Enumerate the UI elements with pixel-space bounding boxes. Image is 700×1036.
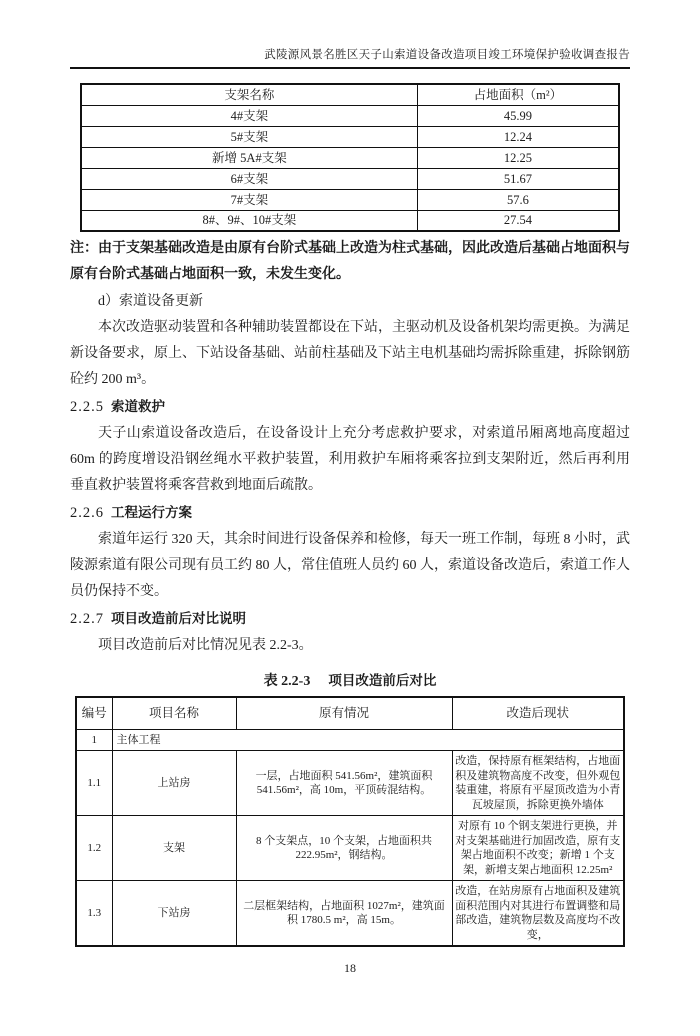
section-heading-2-2-5: [70, 393, 630, 421]
table-row: [76, 816, 624, 881]
list-item-d: d）索道设备更新: [98, 294, 203, 309]
area-cell: 27.54: [417, 210, 619, 231]
report-running-header: 武陵源风景名胜区天子山索道设备改造项目竣工环境保护验收调查报告: [70, 46, 630, 69]
before-cell: 一层，占地面积 541.56m²，建筑面积 541.56m²，高 10m，平顶砖混结构。: [236, 751, 452, 816]
table-row: [81, 147, 619, 168]
item-name-cell: 支架: [112, 816, 236, 881]
table-caption-label: 表 2.2-3: [263, 674, 311, 689]
item-name-cell: 下站房: [112, 881, 236, 947]
row-id-cell: 1.3: [76, 881, 112, 947]
area-cell: 57.6: [417, 189, 619, 210]
support-area-table: [80, 83, 620, 232]
table-row: [81, 126, 619, 147]
section-title: 索道救护: [111, 399, 165, 414]
row-id-cell: 1.1: [76, 751, 112, 816]
support-name-cell: 7#支架: [81, 189, 417, 210]
table-row: [81, 189, 619, 210]
after-cell: 对原有 10 个钢支架进行更换，并对支架基础进行加固改造，原有支架占地面积不改变；新增 1 个支架，新增支架占地面积 12.25m²: [452, 816, 624, 881]
area-cell: 51.67: [417, 168, 619, 189]
document-page: [0, 46, 700, 1036]
support-name-cell: 8#、9#、10#支架: [81, 210, 417, 231]
section-title: 工程运行方案: [111, 505, 192, 520]
table-header-row: [76, 697, 624, 729]
column-header: 支架名称: [81, 84, 417, 105]
table-caption-title: 项目改造前后对比: [328, 673, 437, 688]
page-number: 18: [344, 961, 356, 975]
paragraph: 项目改造前后对比情况见表 2.2-3。: [98, 638, 313, 653]
area-cell: 12.24: [417, 126, 619, 147]
row-id-cell: 1: [76, 729, 112, 751]
item-name-cell: 上站房: [112, 751, 236, 816]
section-number: 2.2.7: [70, 611, 104, 627]
section-number: 2.2.6: [70, 505, 104, 521]
column-header: 项目名称: [112, 697, 236, 729]
support-name-cell: 新增 5A#支架: [81, 147, 417, 168]
before-cell: 8 个支架点，10 个支架，占地面积共 222.95m²，钢结构。: [236, 816, 452, 881]
after-cell: 改造，在站房原有占地面积及建筑面积范围内对其进行布置调整和局部改造，建筑物层数及高度均不改变，: [452, 881, 624, 947]
area-cell: 12.25: [417, 147, 619, 168]
support-name-cell: 4#支架: [81, 105, 417, 126]
after-cell: 改造，保持原有框架结构，占地面积及建筑物高度不改变，但外观包装重建，将原有平屋顶改造为小青瓦坡屋顶，拆除更换外墙体: [452, 751, 624, 816]
column-header: 改造后现状: [452, 697, 624, 729]
comparison-table: [75, 696, 625, 947]
support-name-cell: 6#支架: [81, 168, 417, 189]
table-row: [76, 751, 624, 816]
section-heading-2-2-7: [70, 605, 630, 633]
table-note: 注：由于支架基础改造是由原有台阶式基础上改造为柱式基础，因此改造后基础占地面积与原有台阶式基础占地面积一致，未发生变化。: [70, 241, 630, 282]
table-row: [81, 210, 619, 231]
table-caption: [70, 669, 630, 690]
section-heading-2-2-6: [70, 499, 630, 527]
area-cell: 45.99: [417, 105, 619, 126]
paragraph: 天子山索道设备改造后，在设备设计上充分考虑救护要求，对索道吊厢离地高度超过 60m 的跨度增设沿钢丝绳水平救护装置，利用救护车厢将乘客拉到支架附近，然后再利用垂直救护装置将乘客营救到地面后疏散。: [70, 426, 630, 493]
section-number: 2.2.5: [70, 399, 104, 415]
table-row: [76, 881, 624, 947]
before-cell: 二层框架结构，占地面积 1027m²，建筑面积 1780.5 m²，高 15m。: [236, 881, 452, 947]
support-name-cell: 5#支架: [81, 126, 417, 147]
table-row: [81, 168, 619, 189]
row-id-cell: 1.2: [76, 816, 112, 881]
paragraph: 本次改造驱动装置和各种辅助装置都设在下站，主驱动机及设备机架均需更换。为满足新设备要求，原上、下站设备基础、站前柱基础及下站主电机基础均需拆除重建，拆除钢筋砼约 200 m³。: [70, 320, 630, 387]
column-header: 占地面积（m²）: [417, 84, 619, 105]
table-header-row: [81, 84, 619, 105]
page-content: [70, 46, 630, 976]
table-row: [81, 105, 619, 126]
paragraph: 索道年运行 320 天，其余时间进行设备保养和检修，每天一班工作制，每班 8 小时，武陵源索道有限公司现有员工约 80 人，常住值班人员约 60 人，索道设备改造后，索道工作人员仍保持不变。: [70, 532, 630, 599]
section-label-cell: 主体工程: [112, 729, 624, 751]
section-row: [76, 729, 624, 751]
column-header: 编号: [76, 697, 112, 729]
section-title: 项目改造前后对比说明: [111, 611, 246, 626]
column-header: 原有情况: [236, 697, 452, 729]
